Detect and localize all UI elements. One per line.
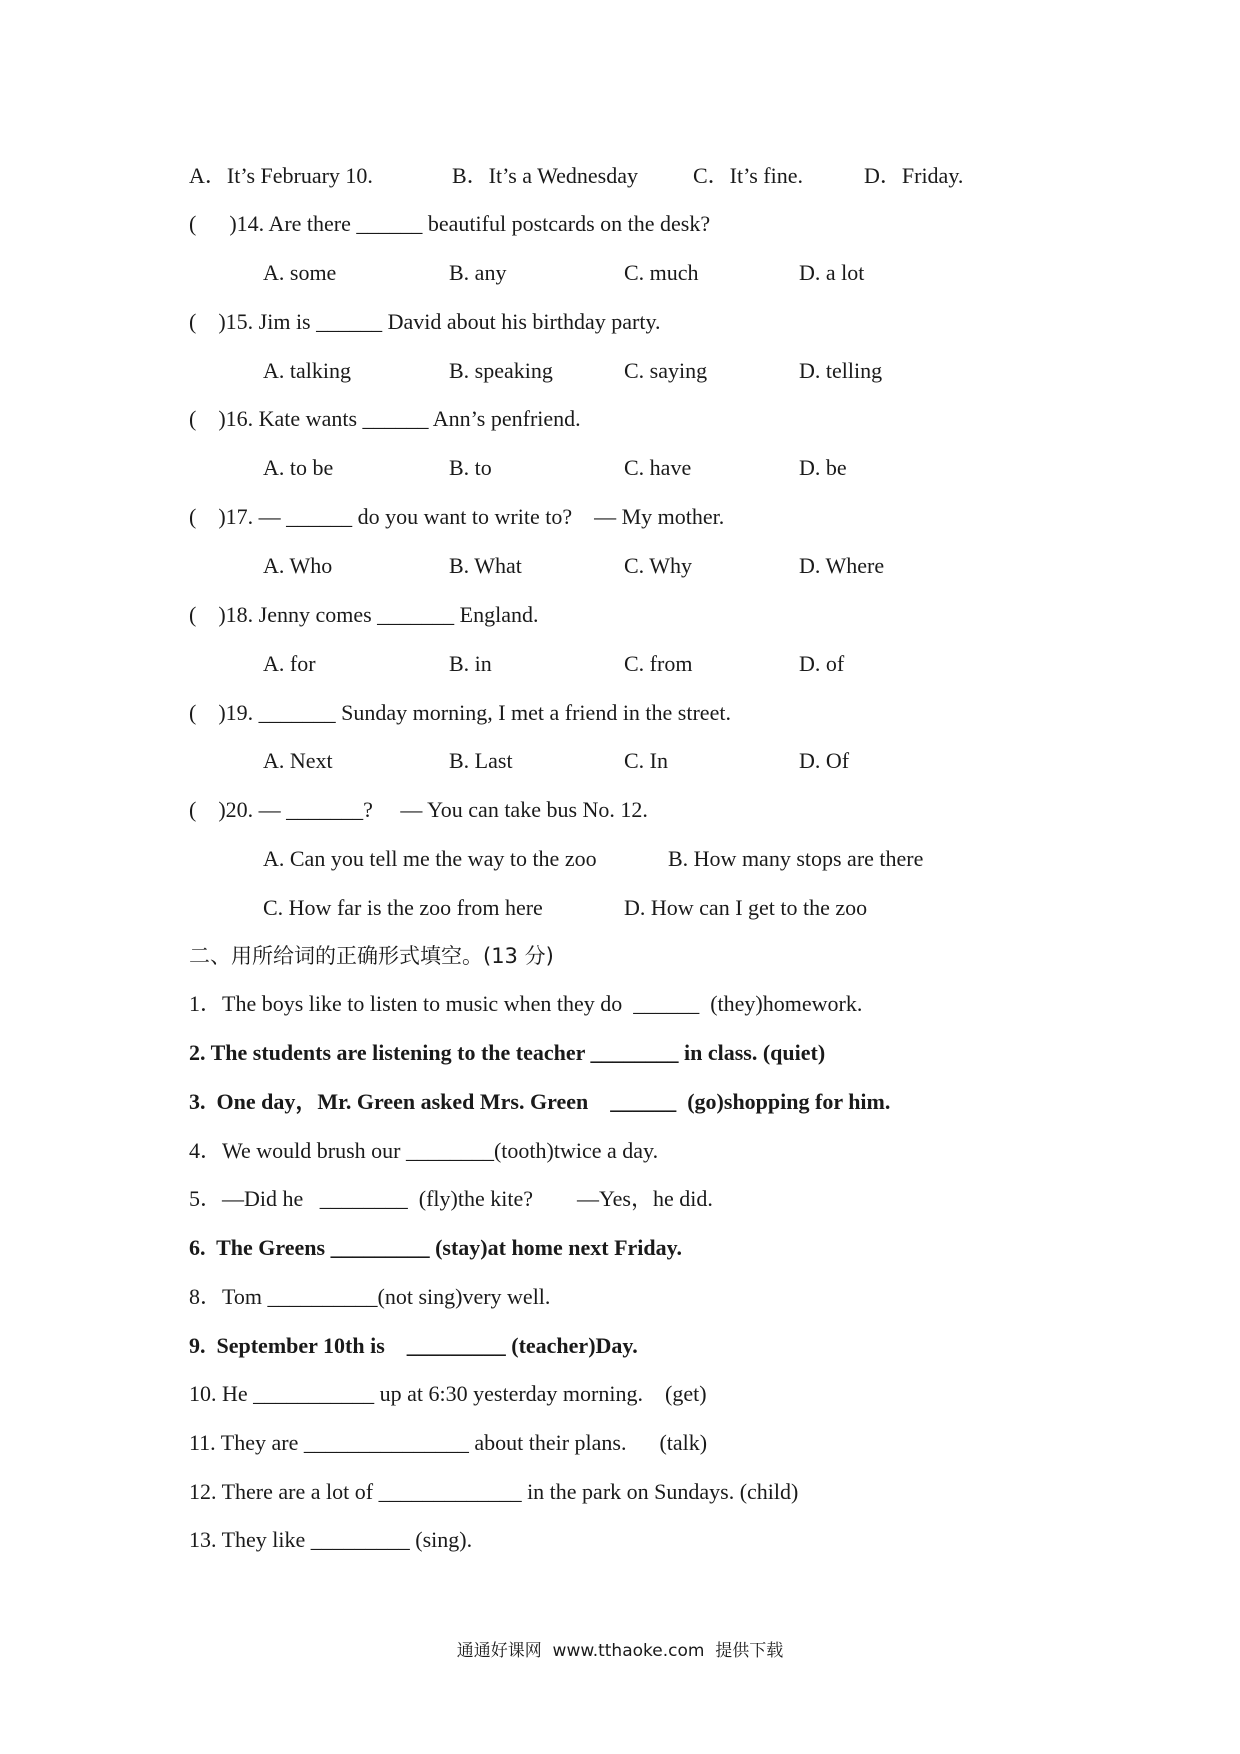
fill-item-5: 5．—Did he ________ (fly)the kite? —Yes，he did.	[189, 1186, 713, 1211]
q19-option-a: A. Next	[263, 748, 333, 773]
q18-option-d: D. of	[799, 651, 845, 676]
fill-item-2: 2. The students are listening to the teacher ________ in class. (quiet)	[189, 1040, 826, 1065]
fill-item-8: 8．Tom __________(not sing)very well.	[189, 1284, 551, 1309]
page-footer: 通通好课网 www.tthaoke.com 提供下载	[456, 1641, 784, 1661]
q18-option-a: A. for	[263, 651, 316, 676]
fill-item-9: 9. September 10th is _________ (teacher)Day.	[189, 1333, 638, 1358]
section-2-title: 二、用所给词的正确形式填空。(13 分)	[189, 944, 554, 968]
fill-item-12: 12. There are a lot of _____________ in the park on Sundays. (child)	[189, 1479, 799, 1504]
q14-option-a: A. some	[263, 260, 337, 285]
q13-option-b: B．It’s a Wednesday	[452, 163, 639, 188]
q19-option-b: B. Last	[449, 748, 513, 773]
q20-option-a: A. Can you tell me the way to the zoo	[263, 846, 597, 871]
q13-options	[0, 161, 1240, 191]
q16-option-d: D. be	[799, 455, 847, 480]
q14-option-d: D. a lot	[799, 260, 865, 285]
q20-option-d: D. How can I get to the zoo	[624, 895, 868, 920]
question-14-options	[0, 258, 1240, 288]
fill-item-13: 13. They like _________ (sing).	[189, 1527, 473, 1552]
question-17-options	[0, 551, 1240, 581]
fill-item-1: 1．The boys like to listen to music when they do ______ (they)homework.	[189, 991, 863, 1016]
q20-option-b: B. How many stops are there	[668, 846, 924, 871]
q13-option-a: A．It’s February 10.	[189, 163, 373, 188]
question-19-options	[0, 746, 1240, 776]
q13-option-c: C．It’s fine.	[693, 163, 803, 188]
fill-item-11: 11. They are _______________ about their plans. (talk)	[189, 1430, 708, 1455]
q19-option-d: D. Of	[799, 748, 850, 773]
q18-option-b: B. in	[449, 651, 492, 676]
question-15-options	[0, 356, 1240, 386]
q16-option-b: B. to	[449, 455, 492, 480]
question-17-stem: ( )17. — ______ do you want to write to? — My mother.	[189, 504, 725, 529]
q17-option-d: D. Where	[799, 553, 885, 578]
question-16-stem: ( )16. Kate wants ______ Ann’s penfriend.	[189, 406, 581, 431]
question-19-stem: ( )19. _______ Sunday morning, I met a friend in the street.	[189, 700, 731, 725]
question-20-options-row-2	[0, 893, 1240, 923]
question-20-options-row-1	[0, 844, 1240, 874]
fill-item-4: 4．We would brush our ________(tooth)twice a day.	[189, 1138, 659, 1163]
q14-option-b: B. any	[449, 260, 507, 285]
q17-option-c: C. Why	[624, 553, 693, 578]
q17-option-b: B. What	[449, 553, 522, 578]
question-18-stem: ( )18. Jenny comes _______ England.	[189, 602, 539, 627]
q15-option-a: A. talking	[263, 358, 351, 383]
q14-option-c: C. much	[624, 260, 699, 285]
question-14-stem: ( )14. Are there ______ beautiful postcards on the desk?	[189, 211, 711, 236]
q15-option-c: C. saying	[624, 358, 708, 383]
fill-item-10: 10. He ___________ up at 6:30 yesterday morning. (get)	[189, 1381, 707, 1406]
q18-option-c: C. from	[624, 651, 693, 676]
fill-item-3: 3. One day，Mr. Green asked Mrs. Green ______ (go)shopping for him.	[189, 1089, 891, 1114]
q15-option-d: D. telling	[799, 358, 883, 383]
q13-option-d: D．Friday.	[864, 163, 964, 188]
question-20-stem: ( )20. — _______? — You can take bus No. 12.	[189, 797, 648, 822]
q16-option-a: A. to be	[263, 455, 334, 480]
question-15-stem: ( )15. Jim is ______ David about his birthday party.	[189, 309, 661, 334]
q15-option-b: B. speaking	[449, 358, 553, 383]
q16-option-c: C. have	[624, 455, 692, 480]
question-16-options	[0, 453, 1240, 483]
q19-option-c: C. In	[624, 748, 668, 773]
q17-option-a: A. Who	[263, 553, 333, 578]
fill-item-6: 6. The Greens _________ (stay)at home next Friday.	[189, 1235, 682, 1260]
question-18-options	[0, 649, 1240, 679]
q20-option-c: C. How far is the zoo from here	[263, 895, 543, 920]
